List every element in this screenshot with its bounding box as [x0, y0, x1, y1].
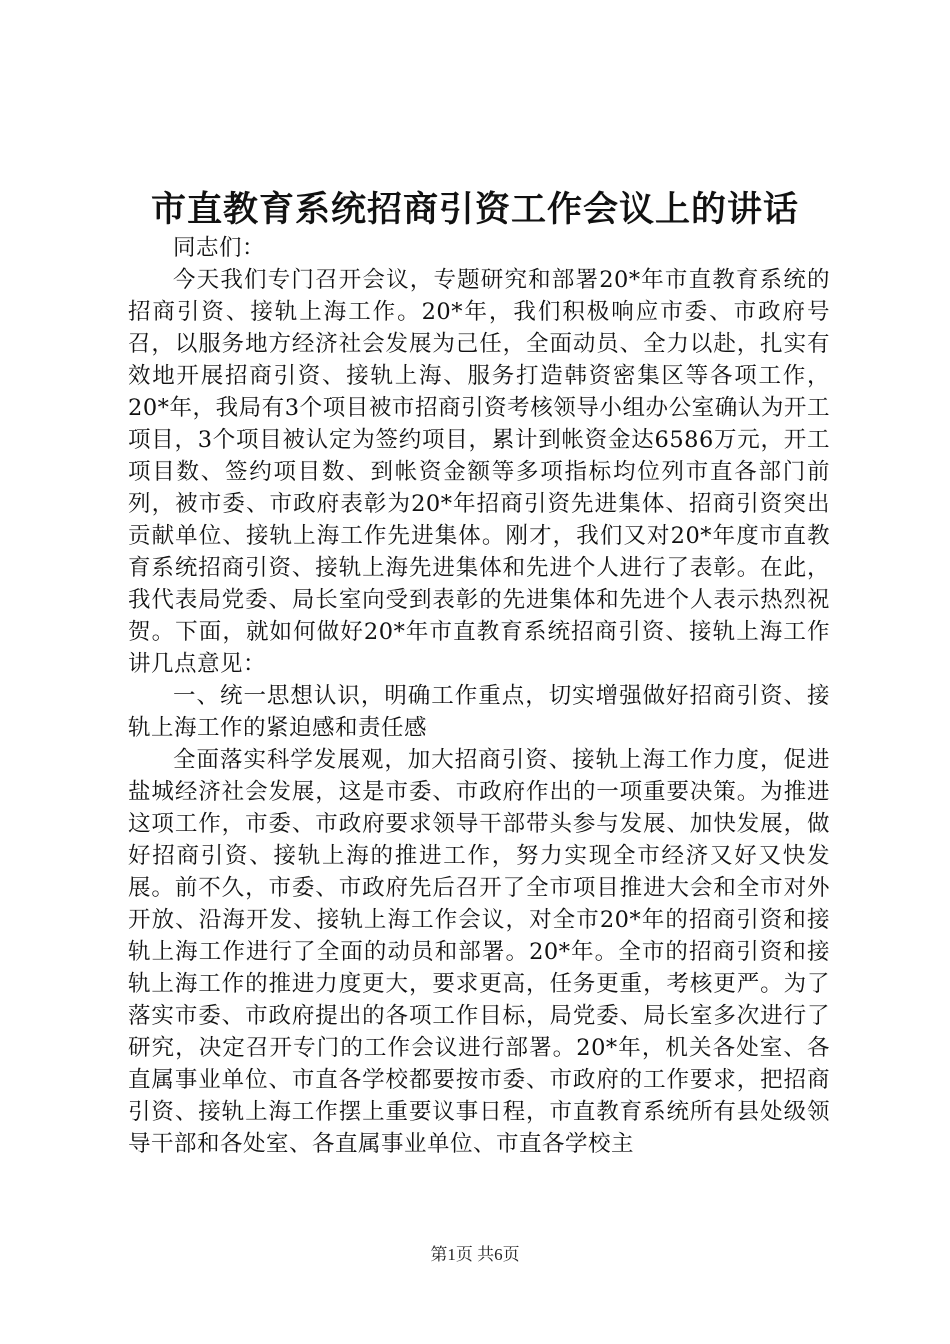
paragraph-intro: 今天我们专门召开会议，专题研究和部署20*年市直教育系统的招商引资、接轨上海工作。20*年，我们积极响应市委、市政府号召，以服务地方经济社会发展为己任，全面动员、全力以赴，扎实有效地开展招商引资、接轨上海、服务打造韩资密集区等各项工作，20*年，我局有3个项目被市招商引资考核领导小组办公室确认为开工项目，3个项目被认定为签约项目，累计到帐资金达6586万元，开工项目数、签约项目数、到帐资金额等多项指标均位列市直各部门前列，被市委、市政府表彰为20*年招商引资先进集体、招商引资突出贡献单位、接轨上海工作先进集体。刚才，我们又对20*年度市直教育系统招商引资、接轨上海先进集体和先进个人进行了表彰。在此，我代表局党委、局长室向受到表彰的先进集体和先进个人表示热烈祝贺。下面，就如何做好20*年市直教育系统招商引资、接轨上海工作讲几点意见：: [128, 267, 830, 677]
page-number-footer: 第1页 共6页: [430, 1245, 520, 1264]
document-body: [128, 232, 830, 1160]
salutation: 同志们：: [173, 235, 266, 261]
paragraph-section-1: 全面落实科学发展观，加大招商引资、接轨上海工作力度，促进盐城经济社会发展，这是市委、市政府作出的一项重要决策。为推进这项工作，市委、市政府要求领导干部带头参与发展、加快发展，做好招商引资、接轨上海的推进工作，努力实现全市经济又好又快发展。前不久，市委、市政府先后召开了全市项目推进大会和全市对外开放、沿海开发、接轨上海工作会议，对全市20*年的招商引资和接轨上海工作进行了全面的动员和部署。20*年。全市的招商引资和接轨上海工作的推进力度更大，要求更高，任务更重，考核更严。为了落实市委、市政府提出的各项工作目标，局党委、局长室多次进行了研究，决定召开专门的工作会议进行部署。20*年，机关各处室、各直属事业单位、市直各学校都要按市委、市政府的工作要求，把招商引资、接轨上海工作摆上重要议事日程，市直教育系统所有县处级领导干部和各处室、各直属事业单位、市直各学校主: [128, 747, 830, 1157]
section-heading-1: 一、统一思想认识，明确工作重点，切实增强做好招商引资、接轨上海工作的紧迫感和责任感: [128, 683, 830, 741]
document-title: 市直教育系统招商引资工作会议上的讲话: [150, 189, 799, 230]
